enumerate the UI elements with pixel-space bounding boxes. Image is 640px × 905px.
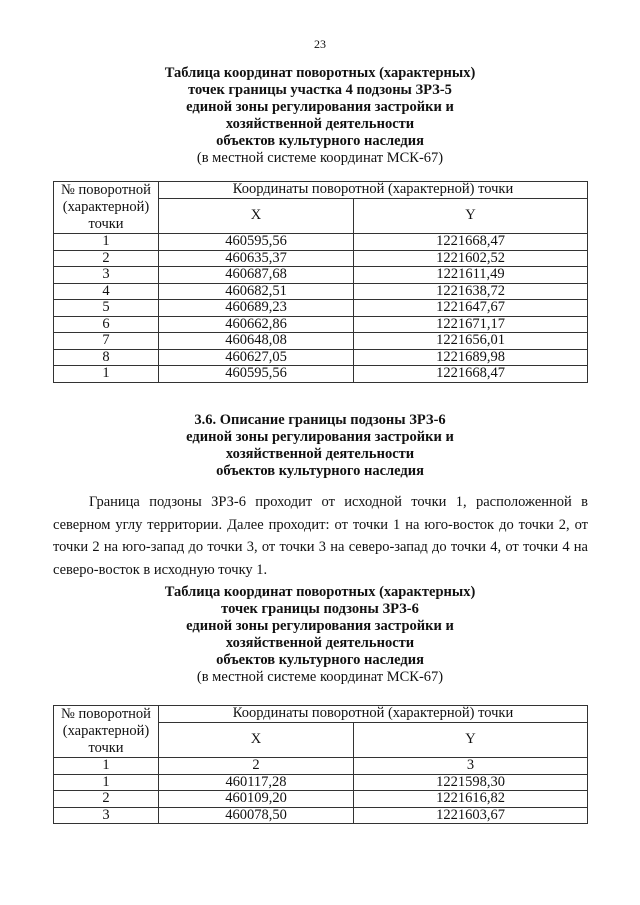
cell-point: 1 [54,234,159,251]
header-point: № поворотной (характерной) точки [54,182,159,234]
title-line: единой зоны регулирования застройки и [186,618,454,634]
cell-x: 460635,37 [159,250,354,267]
cell-y: 1221602,52 [354,250,588,267]
cell-y: 1221671,17 [354,316,588,333]
cell-y: 1221689,98 [354,349,588,366]
title-line: хозяйственной деятельности [225,635,415,651]
cell-point: 3 [54,807,159,824]
cell-y: 1221603,67 [354,807,588,824]
section-heading [0,412,640,480]
cell-y: 1221611,49 [354,267,588,284]
heading-line: единой зоны регулирования застройки и [186,429,454,445]
table1 [53,181,588,383]
table2 [53,705,588,824]
table-row [54,366,588,383]
cell-point: 1 [54,366,159,383]
cell-point: 3 [54,267,159,284]
cell-point: 5 [54,300,159,317]
table-row [54,267,588,284]
cell-point: 1 [54,758,159,775]
title-subtitle: (в местной системе координат МСК-67) [196,669,444,685]
cell-y: 1221616,82 [354,791,588,808]
cell-x: 460117,28 [159,774,354,791]
cell-point: 1 [54,774,159,791]
header-point: № поворотной (характерной) точки [54,706,159,758]
header-y: Y [354,198,588,233]
cell-x: 460662,86 [159,316,354,333]
cell-x: 460078,50 [159,807,354,824]
cell-y: 1221668,47 [354,234,588,251]
title-line: точек границы участка 4 подзоны ЗРЗ-5 [188,82,452,98]
title-line: объектов культурного наследия [216,652,424,668]
table-row [54,300,588,317]
table-row [54,758,588,775]
page-number: 23 [314,37,326,51]
header-coords: Координаты поворотной (характерной) точки [159,182,588,199]
title-line: Таблица координат поворотных (характерных) [164,584,476,600]
cell-point: 4 [54,283,159,300]
header-x: X [159,722,354,757]
cell-x: 460595,56 [159,234,354,251]
table-row [54,791,588,808]
title-line: Таблица координат поворотных (характерных) [164,65,476,81]
cell-x: 460648,08 [159,333,354,350]
table-row [54,333,588,350]
title-subtitle: (в местной системе координат МСК-67) [196,150,444,166]
cell-x: 460627,05 [159,349,354,366]
table-row [54,349,588,366]
table-row [54,234,588,251]
cell-x: 2 [159,758,354,775]
cell-x: 460595,56 [159,366,354,383]
header-coords: Координаты поворотной (характерной) точки [159,706,588,723]
cell-y: 1221638,72 [354,283,588,300]
title-line: хозяйственной деятельности [225,116,415,132]
heading-line: 3.6. Описание границы подзоны ЗРЗ-6 [194,412,446,428]
cell-x: 460687,68 [159,267,354,284]
cell-x: 460689,23 [159,300,354,317]
cell-x: 460682,51 [159,283,354,300]
cell-point: 8 [54,349,159,366]
heading-line: объектов культурного наследия [216,463,424,479]
cell-y: 3 [354,758,588,775]
table-row [54,316,588,333]
table-row [54,283,588,300]
cell-point: 2 [54,791,159,808]
cell-point: 2 [54,250,159,267]
title-line: точек границы подзоны ЗРЗ-6 [221,601,419,617]
table-row [54,807,588,824]
cell-y: 1221647,67 [354,300,588,317]
header-y: Y [354,722,588,757]
heading-line: хозяйственной деятельности [225,446,415,462]
title-line: единой зоны регулирования застройки и [186,99,454,115]
cell-y: 1221656,01 [354,333,588,350]
cell-point: 7 [54,333,159,350]
header-x: X [159,198,354,233]
table2-title [0,584,640,686]
table-row [54,774,588,791]
cell-y: 1221668,47 [354,366,588,383]
cell-point: 6 [54,316,159,333]
cell-x: 460109,20 [159,791,354,808]
cell-y: 1221598,30 [354,774,588,791]
title-line: объектов культурного наследия [216,133,424,149]
table-row [54,250,588,267]
description-paragraph: Граница подзоны ЗРЗ-6 проходит от исходной точки 1, расположенной в северном углу территории. Далее проходит: от точки 1 на юго-восток до точки 2, от точки 2 на юго-запад до точки 3, от точки 3 на северо-запад до точки 4, от точки 4 на северо-восток в исходную точку 1. [53,494,588,578]
table1-title [0,65,640,167]
